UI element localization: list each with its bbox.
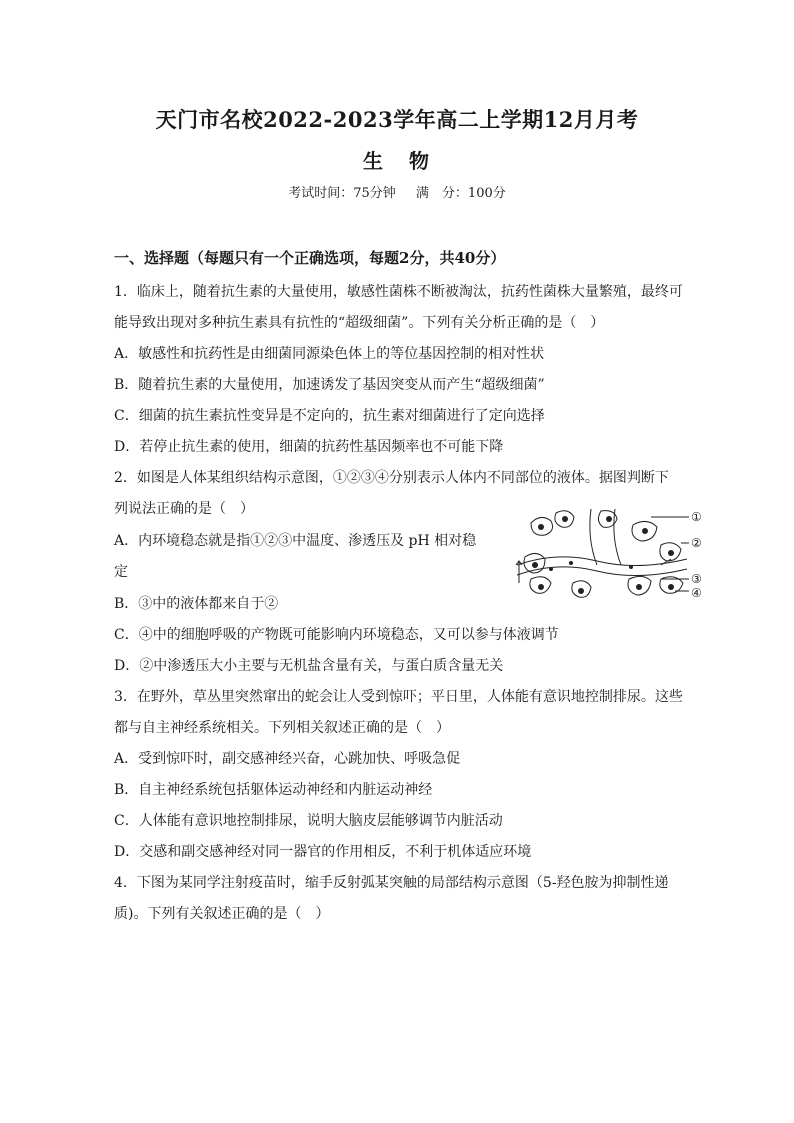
capillary-vessel <box>517 567 687 576</box>
subject-title: 生物 <box>363 149 455 173</box>
q1-option-a: A．敏感性和抗药性是由细菌同源染色体上的等位基因控制的相对性状 <box>114 346 545 362</box>
section-heading: 一、选择题（每题只有一个正确选项，每题2分，共40分） <box>114 249 506 267</box>
tissue-structure-diagram <box>511 505 711 605</box>
q2-option-b: B．③中的液体都来自于② <box>114 596 279 612</box>
figure-label-3: ③ <box>691 572 702 586</box>
q2-option-a: A．内环境稳态就是指①②③中温度、渗透压及 pH 相对稳 <box>114 533 477 549</box>
lymph-vessel <box>614 509 621 565</box>
q4-stem-line-2: 质)。下列有关叙述正确的是（ ） <box>114 906 330 922</box>
q2-option-d: D．②中渗透压大小主要与无机盐含量有关，与蛋白质含量无关 <box>114 658 504 674</box>
exam-time: 考试时间：75分钟 <box>288 186 396 201</box>
exam-score: 满 分：100分 <box>415 186 506 201</box>
figure-label-1: ① <box>691 510 702 524</box>
q2-option-c: C．④中的细胞呼吸的产物既可能影响内环境稳态，又可以参与体液调节 <box>114 627 559 643</box>
q2-stem-line-1: 2．如图是人体某组织结构示意图，①②③④分别表示人体内不同部位的液体。据图判断下 <box>114 470 669 486</box>
q3-option-a: A．受到惊吓时，副交感神经兴奋，心跳加快、呼吸急促 <box>114 751 461 767</box>
q4-stem-line-1: 4．下图为某同学注射疫苗时，缩手反射弧某突触的局部结构示意图（5-羟色胺为抑制性递 <box>114 875 669 891</box>
q1-option-c: C．细菌的抗生素抗性变异是不定向的，抗生素对细菌进行了定向选择 <box>114 408 545 424</box>
q1-stem-line-2: 能导致出现对多种抗生素具有抗性的“超级细菌”。下列有关分析正确的是（ ） <box>114 315 605 331</box>
flow-arrow <box>661 559 671 565</box>
q1-stem-line-1: 1．临床上，随着抗生素的大量使用，敏感性菌株不断被淘汰，抗药性菌株大量繁殖，最终可 <box>114 284 683 300</box>
q3-option-c: C．人体能有意识地控制排尿，说明大脑皮层能够调节内脏活动 <box>114 813 503 829</box>
page-title: 天门市名校2022-2023学年高二上学期12月月考 <box>155 107 639 132</box>
exam-info <box>0 182 794 201</box>
q1-option-b: B．随着抗生素的大量使用，加速诱发了基因突变从而产生“超级细菌” <box>114 377 545 393</box>
q1-option-d: D．若停止抗生素的使用，细菌的抗药性基因频率也不可能下降 <box>114 439 504 455</box>
q3-option-b: B．自主神经系统包括躯体运动神经和内脏运动神经 <box>114 782 433 798</box>
lymph-vessel <box>590 509 597 565</box>
figure-label-2: ② <box>691 536 702 550</box>
flow-arrow <box>516 561 522 583</box>
q2-option-a-cont: 定 <box>114 564 128 580</box>
q2-stem-line-2: 列说法正确的是（ ） <box>114 501 254 517</box>
figure-label-4: ④ <box>691 586 702 600</box>
q3-option-d: D．交感和副交感神经对同一器官的作用相反，不利于机体适应环境 <box>114 844 532 860</box>
q3-stem-line-1: 3．在野外，草丛里突然窜出的蛇会让人受到惊吓；平日里，人体能有意识地控制排尿。这些 <box>114 689 683 705</box>
q3-stem-line-2: 都与自主神经系统相关。下列相关叙述正确的是（ ） <box>114 720 450 736</box>
